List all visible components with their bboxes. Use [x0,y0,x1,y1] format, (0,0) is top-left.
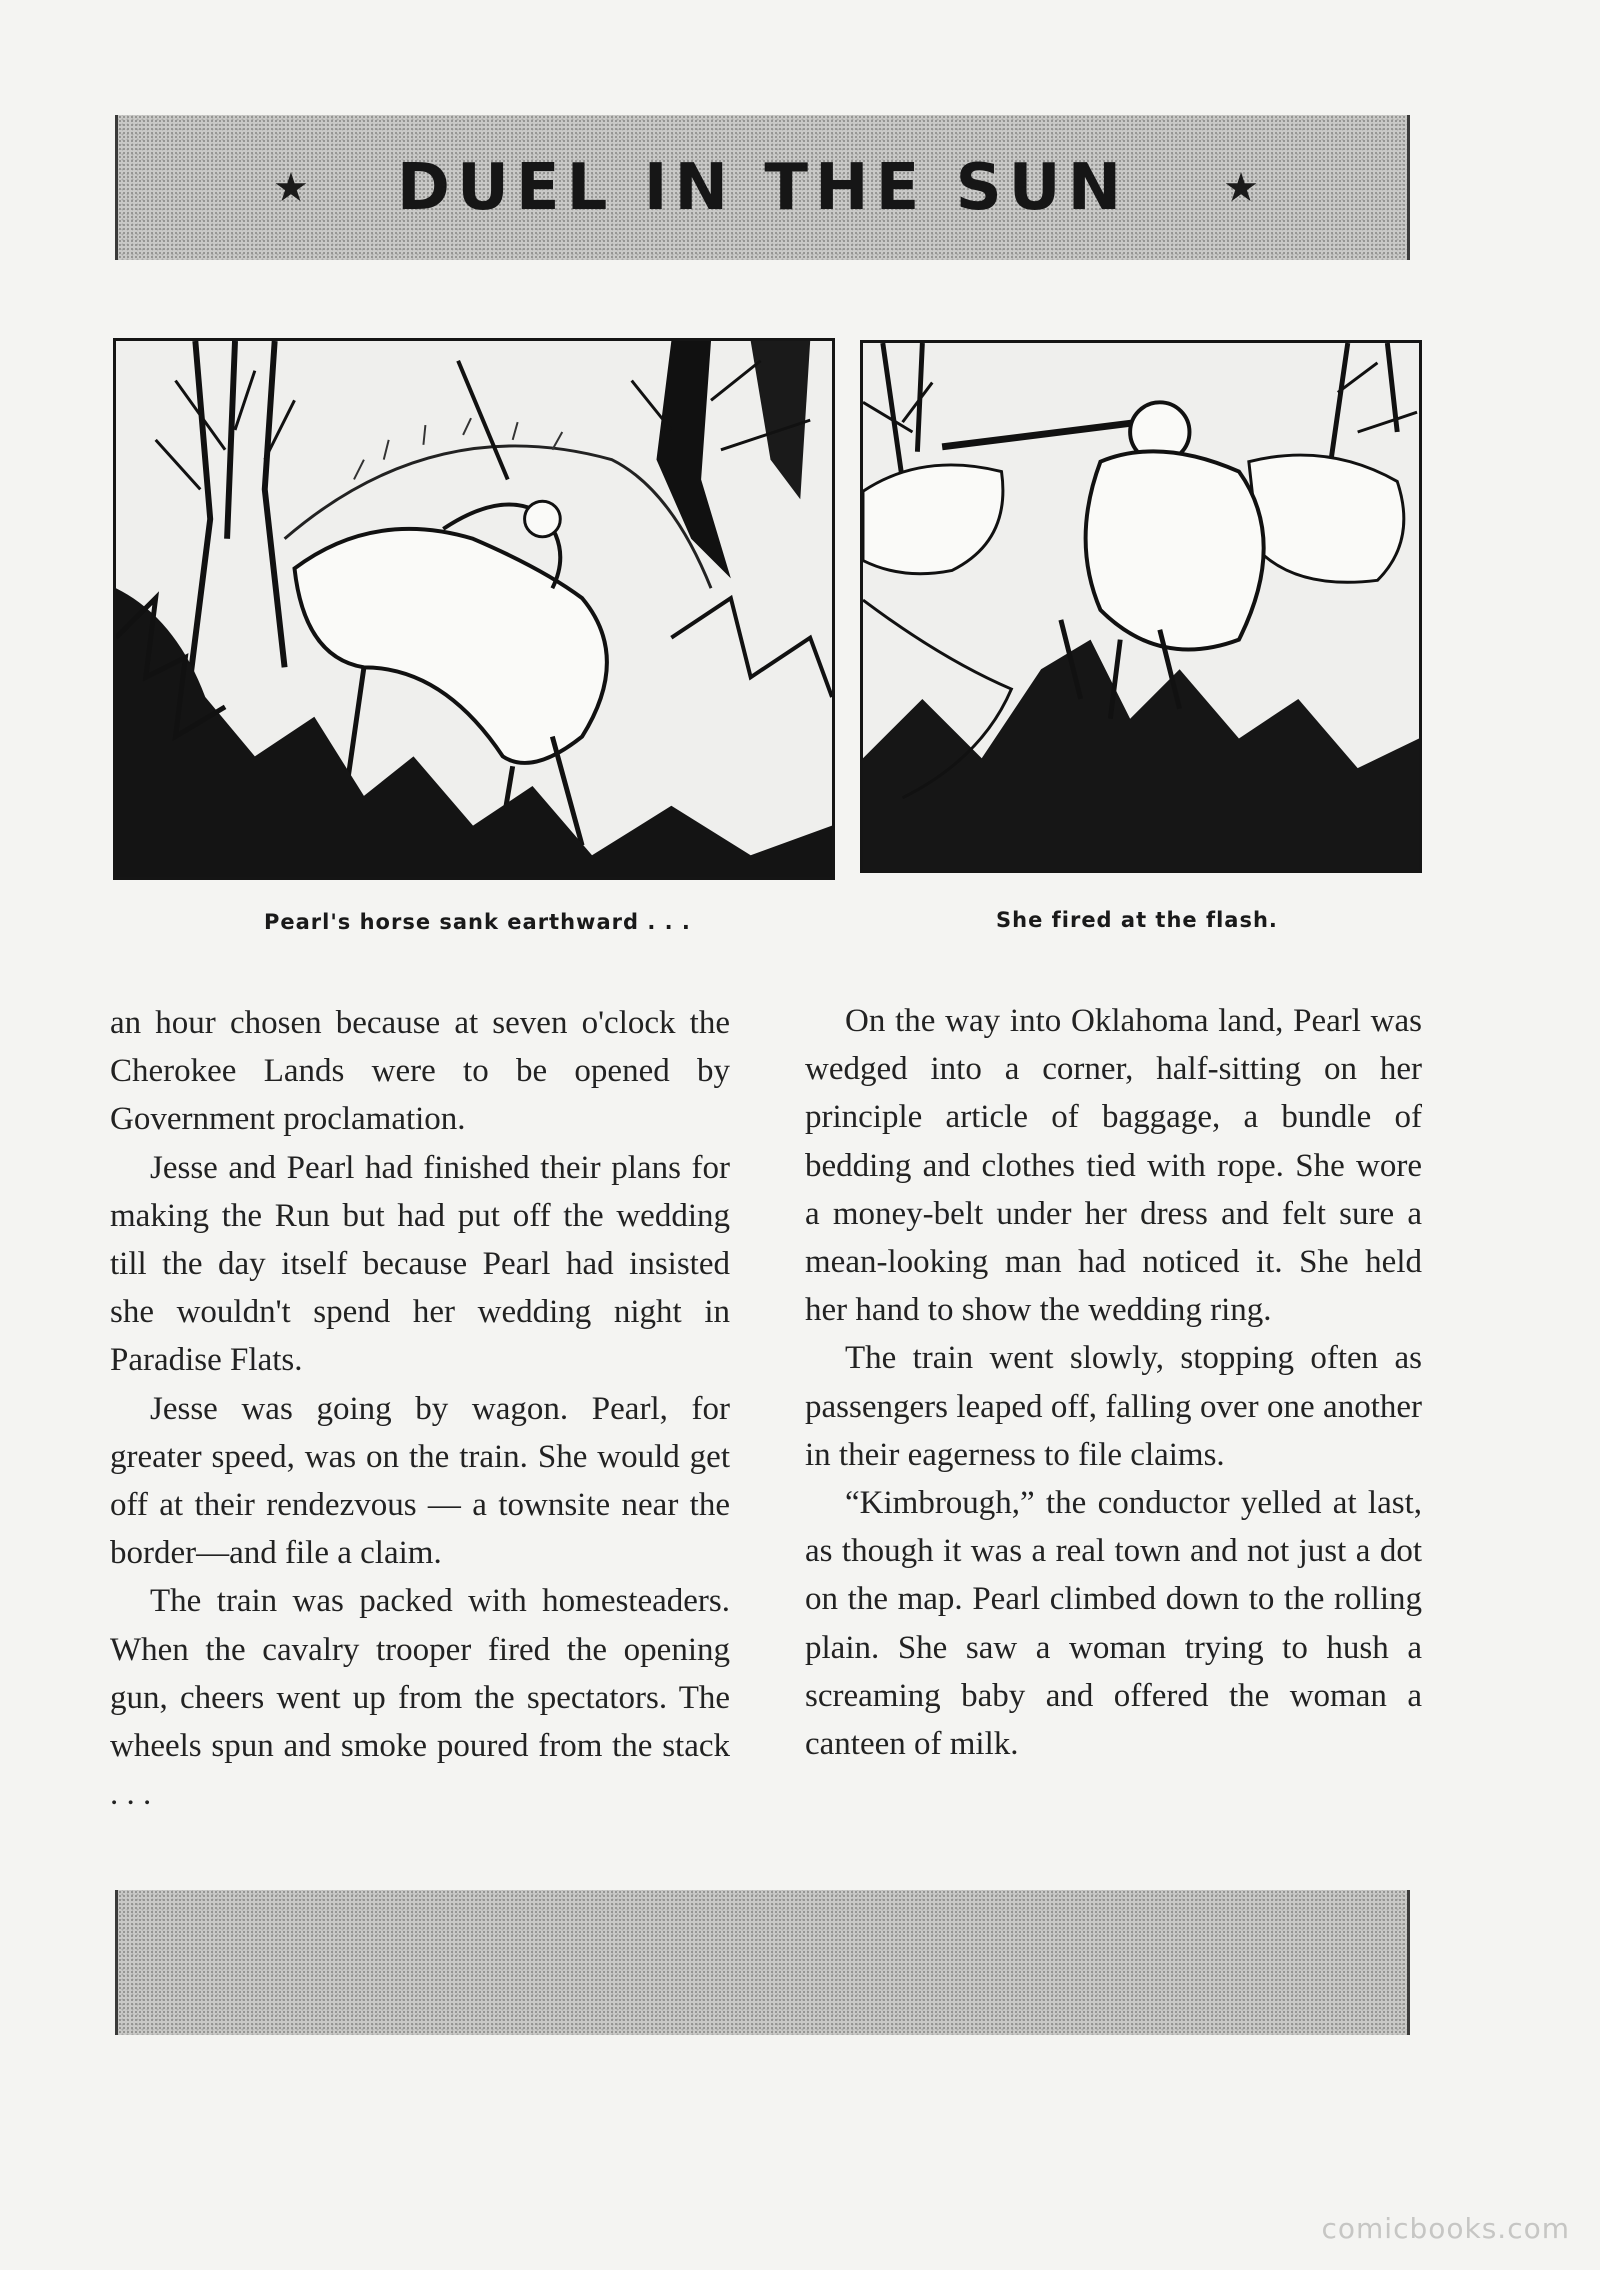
paragraph: an hour chosen because at seven o'clock the Cherokee Lands were to be opened by Government proclamation. [110,1005,730,1138]
paragraph: Jesse was going by wagon. Pearl, for greater speed, was on the train. She would get off at their rendezvous — a townsite near the border—and file a claim. [110,1390,730,1572]
text-column-left [110,999,730,1818]
panel-caption-1: Pearl's horse sank earthward . . . [264,910,691,934]
paragraph: “Kimbrough,” the conductor yelled at last, as though it was a real town and not just a dot on the map. Pearl climbed down to the rolling plain. She saw a woman trying to hush a screaming baby and offered the woman a canteen of milk. [805,1485,1422,1763]
paragraph: The train was packed with homesteaders. When the cavalry trooper fired the opening gun, cheers went up from the spectators. The wheels spun and smoke poured from the stack . . . [110,1583,730,1813]
footer-banner [115,1890,1410,2035]
page-title: DUEL IN THE SUN [396,150,1129,225]
star-icon: ★ [273,164,309,211]
text-column-right [805,997,1422,1768]
horse-fall-illustration [116,341,832,877]
star-icon: ★ [1223,164,1259,211]
title-banner [115,115,1410,260]
paragraph: The train went slowly, stopping often as passengers leaped off, falling over one another in their eagerness to file claims. [805,1340,1422,1473]
rifle-illustration [863,343,1419,870]
illustration-panel-horse [113,338,835,880]
paragraph: On the way into Oklahoma land, Pearl was wedged into a corner, half-sitting on her principle article of baggage, a bundle of bedding and clothes tied with rope. She wore a money-belt under her dress and felt sure a mean-looking man had noticed it. She held her hand to show the wedding ring. [805,1003,1422,1329]
illustration-panel-rifle [860,340,1422,873]
watermark: comicbooks.com [1321,2212,1570,2245]
panel-caption-2: She fired at the flash. [996,908,1278,932]
paragraph: Jesse and Pearl had finished their plans for making the Run but had put off the wedding till the day itself because Pearl had insisted she wouldn't spend her wedding night in Paradise Flats. [110,1149,730,1379]
